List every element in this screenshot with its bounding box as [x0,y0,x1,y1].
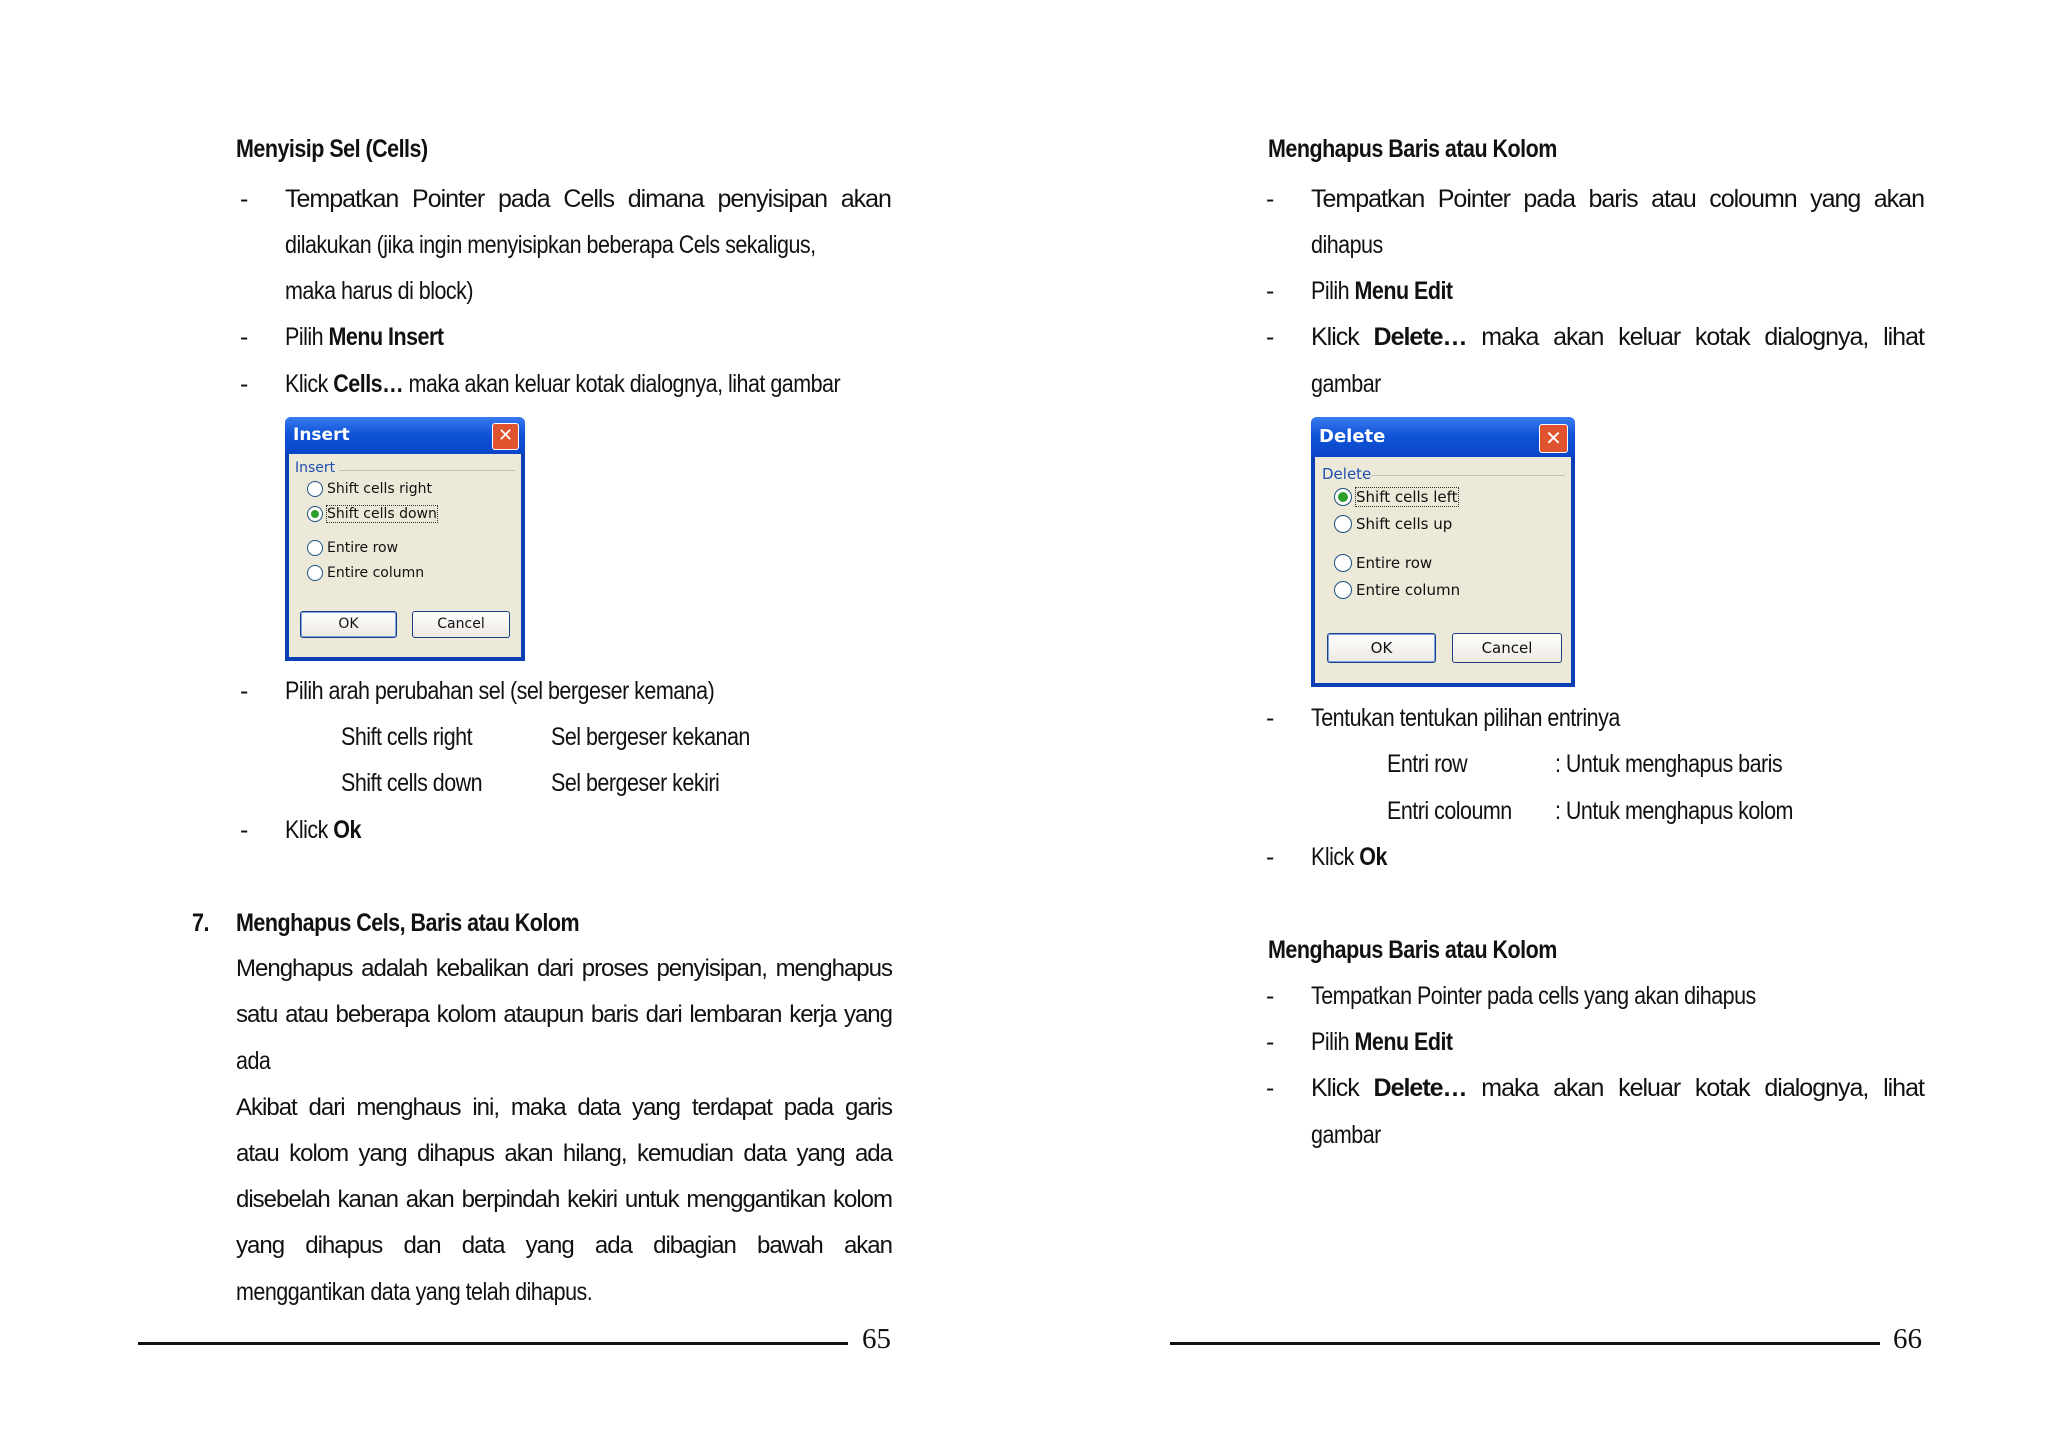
paragraph-line: yang dihapus dan data yang ada dibagian bawah akan [236,1232,892,1259]
text: Klick [1311,843,1360,871]
close-icon[interactable]: ✕ [1539,424,1568,453]
word: Klick [1311,1074,1359,1102]
word: akan [1553,1074,1604,1102]
table-term: Shift cells right [341,723,473,751]
text: maka akan keluar kotak dialognya, lihat gambar [403,370,841,398]
dialog-title-bar [1311,417,1575,457]
paragraph-line: atau kolom yang dihapus akan hilang, kemudian data yang ada [236,1140,892,1167]
bullet-text [1311,184,1924,214]
table-desc: Sel bergeser kekiri [551,769,720,797]
bullet-text: Tempatkan Pointer pada cells yang akan dihapus [1311,982,1756,1010]
word: lihat [1883,1074,1924,1102]
radio-button[interactable] [1334,554,1352,572]
option-label: Entire row [327,540,399,556]
word: maka [1481,323,1539,351]
ok-button[interactable]: OK [1327,633,1436,663]
page-number: 65 [862,1323,891,1355]
table-desc: Sel bergeser kekanan [551,723,750,751]
bold-text: Menu Edit [1354,277,1453,305]
radio-button[interactable] [307,565,323,581]
bullet-dash: - [1266,323,1275,351]
word: kotak [1694,1074,1750,1102]
option-label: Shift cells left [1356,488,1458,506]
word: Cells [563,185,614,213]
cancel-button[interactable]: Cancel [412,611,510,638]
bullet-dash: - [1266,982,1275,1010]
word: akan [1553,323,1604,351]
radio-shift-cells-right[interactable] [307,480,432,498]
bullet-dash: - [240,816,249,844]
bullet-dash: - [240,185,249,213]
bullet-dash: - [1266,1028,1275,1056]
radio-shift-cells-down[interactable] [307,505,437,523]
bullet-text: dilakukan (jika ingin menyisipkan beberapa Cels sekaligus, [285,231,816,259]
delete-dialog [1311,417,1575,687]
radio-entire-column[interactable] [1334,580,1460,600]
bold-text: Cells… [333,370,404,398]
bullet-text: gambar [1311,370,1381,398]
word: kotak [1694,323,1750,351]
word: dimana [627,185,704,213]
bold-text: Ok [1359,843,1387,871]
option-label: Entire row [1356,554,1433,572]
section-number: 7. [192,909,209,937]
word: dialognya, [1764,1074,1869,1102]
word: akan [1873,185,1924,213]
paragraph-line: disebelah kanan akan berpindah kekiri untuk menggantikan kolom [236,1186,892,1213]
word: dialognya, [1764,323,1869,351]
bullet-dash: - [1266,843,1275,871]
table-desc: : Untuk menghapus kolom [1555,797,1793,825]
option-label: Shift cells down [327,506,437,522]
text: Klick [285,816,334,844]
radio-button-selected[interactable] [1334,488,1352,506]
section-heading: Menghapus Cels, Baris atau Kolom [236,909,580,937]
dialog-title-bar [285,417,525,454]
footer-rule [138,1342,848,1345]
bullet-text [285,322,443,352]
bullet-dash: - [240,323,249,351]
cancel-button[interactable]: Cancel [1452,633,1562,663]
text: Klick [285,370,334,398]
bullet-dash: - [1266,277,1275,305]
section-heading: Menghapus Baris atau Kolom [1268,936,1557,964]
paragraph-line: ada [236,1047,271,1075]
bullet-text [285,184,891,214]
word: baris [1588,185,1638,213]
word: maka [1481,1074,1539,1102]
radio-entire-column[interactable] [307,564,424,582]
section-heading: Menyisip Sel (Cells) [236,135,428,163]
group-divider [339,470,515,471]
radio-entire-row[interactable] [1334,553,1432,573]
bullet-text: Pilih arah perubahan sel (sel bergeser kemana) [285,677,715,705]
word: atau [1651,185,1696,213]
group-label: Delete [1322,465,1372,483]
dialog-body [289,454,521,657]
word: penyisipan [717,185,827,213]
bullet-dash: - [240,370,249,398]
text: Pilih [285,323,329,351]
word: Klick [1311,323,1359,351]
word: akan [840,185,891,213]
paragraph-line: Menghapus adalah kebalikan dari proses penyisipan, menghapus [236,955,892,982]
table-term: Shift cells down [341,769,483,797]
word: Pointer [412,185,485,213]
word: Tempatkan [1311,185,1425,213]
radio-button[interactable] [307,481,323,497]
group-divider [1371,475,1565,476]
radio-button[interactable] [1334,581,1352,599]
dialog-title: Insert [293,425,350,445]
dialog-body [1315,457,1571,683]
option-label: Entire column [327,565,425,581]
radio-button[interactable] [307,540,323,556]
table-term: Entri coloumn [1387,797,1512,825]
bullet-text: maka harus di block) [285,277,474,305]
text: Pilih [1311,1028,1355,1056]
footer-rule [1170,1342,1880,1345]
bullet-text: gambar [1311,1121,1381,1149]
radio-button-selected[interactable] [307,506,323,522]
radio-shift-cells-left[interactable] [1334,487,1458,507]
word: keluar [1618,1074,1681,1102]
radio-button[interactable] [1334,515,1352,533]
bold-text: Ok [333,816,361,844]
paragraph-line: satu atau beberapa kolom ataupun baris dari lembaran kerja yang [236,1001,892,1028]
bold-text: Menu Insert [328,323,444,351]
bold-text: Menu Edit [1354,1028,1453,1056]
bullet-text [1311,1027,1453,1057]
text: Pilih [1311,277,1355,305]
paragraph-line: Akibat dari menghaus ini, maka data yang terdapat pada garis [236,1094,892,1121]
paragraph-line: menggantikan data yang telah dihapus. [236,1278,593,1306]
bullet-text [285,369,840,399]
bullet-dash: - [1266,1074,1275,1102]
radio-entire-row[interactable] [307,539,398,557]
table-desc: : Untuk menghapus baris [1555,750,1783,778]
bullet-text [285,815,361,845]
word: yang [1810,185,1861,213]
insert-dialog [285,417,525,661]
bullet-text [1311,322,1924,352]
radio-shift-cells-up[interactable] [1334,514,1452,534]
bold-text: Delete… [1373,323,1467,351]
bold-text: Delete… [1373,1074,1467,1102]
dialog-title: Delete [1319,426,1386,447]
bullet-text [1311,1073,1924,1103]
option-label: Entire column [1356,581,1461,599]
bullet-text [1311,276,1453,306]
word: pada [1523,185,1576,213]
page-number: 66 [1893,1323,1922,1355]
word: lihat [1883,323,1924,351]
bullet-text: Tentukan tentukan pilihan entrinya [1311,704,1620,732]
bullet-dash: - [1266,185,1275,213]
word: Tempatkan [285,185,399,213]
word: keluar [1618,323,1681,351]
group-label: Insert [295,460,336,476]
section-heading: Menghapus Baris atau Kolom [1268,135,1557,163]
word: Pointer [1437,185,1510,213]
word: pada [498,185,550,213]
word: coloumn [1709,185,1797,213]
bullet-text [1311,842,1387,872]
bullet-dash: - [240,677,249,705]
close-icon[interactable]: ✕ [492,423,519,450]
table-term: Entri row [1387,750,1468,778]
bullet-text: dihapus [1311,231,1383,259]
option-label: Shift cells up [1356,515,1453,533]
ok-button[interactable]: OK [300,611,397,638]
bullet-dash: - [1266,704,1275,732]
option-label: Shift cells right [327,481,432,497]
